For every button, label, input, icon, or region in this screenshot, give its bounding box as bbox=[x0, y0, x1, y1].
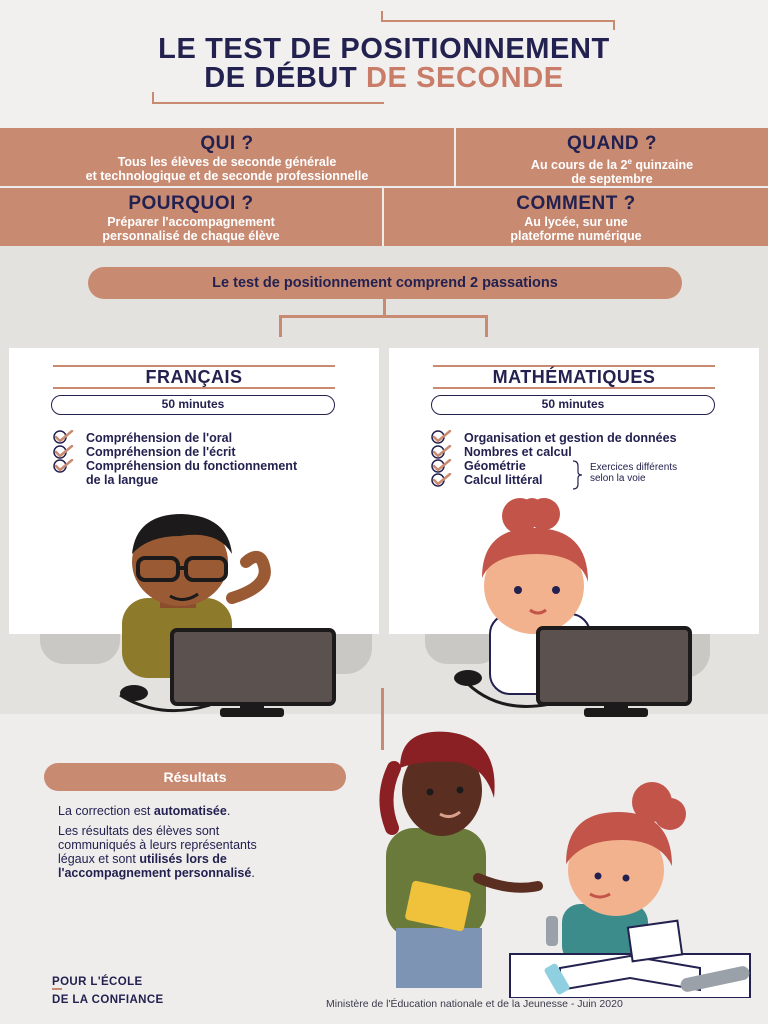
title-part-debut: DE DÉBUT bbox=[204, 62, 366, 94]
check-icon bbox=[52, 459, 74, 473]
check-icon bbox=[430, 430, 452, 444]
francais-item-langue: de la langue bbox=[86, 473, 159, 487]
comment-text-line2: plateforme numérique bbox=[510, 229, 642, 243]
title-part-seconde: DE SECONDE bbox=[365, 62, 564, 94]
check-icon bbox=[430, 445, 452, 459]
results-p1-bold: automatisée bbox=[153, 804, 227, 818]
check-icon bbox=[52, 445, 74, 459]
quand-text-b: quinzaine bbox=[631, 158, 694, 173]
maths-item-calcul-litteral: Calcul littéral bbox=[464, 473, 543, 487]
maths-duration: 50 minutes bbox=[431, 395, 715, 415]
comment-text-line1: Au lycée, sur une bbox=[524, 215, 628, 229]
title-bracket-top-end bbox=[613, 20, 615, 30]
connector-horizontal bbox=[279, 315, 488, 318]
title-bracket-top bbox=[381, 20, 613, 22]
results-pill: Résultats bbox=[44, 763, 346, 791]
results-p1-c: . bbox=[226, 804, 231, 818]
pourquoi-text-line1: Préparer l'accompagnement bbox=[107, 215, 275, 229]
results-p2-line3 bbox=[58, 852, 257, 866]
maths-note-line1: Exercices différents bbox=[590, 462, 678, 473]
check-icon bbox=[52, 430, 74, 444]
francais-title-line-bottom bbox=[53, 387, 335, 389]
results-p2-line4-end: . bbox=[251, 866, 255, 880]
quand-text-line2: de septembre bbox=[571, 172, 653, 187]
page-title-line2 bbox=[0, 62, 768, 94]
info-quand bbox=[456, 128, 768, 186]
pourquoi-text-line2: personnalisé de chaque élève bbox=[102, 229, 280, 243]
comment-heading: COMMENT ? bbox=[516, 193, 636, 214]
info-qui bbox=[0, 128, 454, 186]
student-girl-illustration bbox=[452, 498, 702, 722]
header bbox=[0, 0, 768, 128]
qui-text-line1: Tous les élèves de seconde générale bbox=[117, 155, 337, 169]
logo-line1: POUR L'ÉCOLE bbox=[52, 976, 143, 988]
pourquoi-heading: POURQUOI ? bbox=[128, 193, 254, 214]
results-p2-line1: Les résultats des élèves sont bbox=[58, 824, 220, 838]
logo-accent-line bbox=[52, 988, 62, 990]
francais-item-fonctionnement: Compréhension du fonctionnement bbox=[86, 459, 298, 473]
maths-note bbox=[590, 462, 677, 484]
info-comment bbox=[384, 188, 768, 246]
teacher-student-illustration bbox=[360, 728, 760, 998]
results-p1-a: La correction est bbox=[58, 804, 154, 818]
page-title-line1: LE TEST DE POSITIONNEMENT bbox=[158, 33, 610, 65]
results-p2-line4-bold: l'accompagnement personnalisé bbox=[58, 866, 252, 880]
qui-text-line2: et technologique et de seconde professionnelle bbox=[85, 169, 369, 183]
results-p2-line3-bold: utilisés lors de bbox=[139, 852, 227, 866]
results-paragraph-1 bbox=[58, 804, 230, 818]
quand-sup: e bbox=[627, 157, 632, 166]
results-paragraph-2 bbox=[58, 824, 257, 880]
francais-title: FRANÇAIS bbox=[145, 367, 243, 387]
results-p2-line2: communiqués à leurs représentants bbox=[58, 838, 257, 852]
francais-duration: 50 minutes bbox=[51, 395, 335, 415]
maths-item-donnees: Organisation et gestion de données bbox=[464, 431, 677, 445]
title-bracket-bottom bbox=[152, 102, 384, 104]
results-p2-line3-a: légaux et sont bbox=[58, 852, 140, 866]
maths-item-nombres: Nombres et calcul bbox=[464, 445, 572, 459]
quand-text-line1 bbox=[456, 155, 768, 172]
connector-left bbox=[279, 315, 282, 337]
credit-text: Ministère de l'Éducation nationale et de la Jeunesse - Juin 2020 bbox=[326, 998, 623, 1010]
passations-pill: Le test de positionnement comprend 2 passations bbox=[88, 267, 682, 299]
student-boy-illustration bbox=[100, 510, 340, 720]
quand-text-a: Au cours de la 2 bbox=[530, 158, 628, 173]
maths-item-geometrie: Géométrie bbox=[464, 459, 526, 473]
francais-item-ecrit: Compréhension de l'écrit bbox=[86, 445, 236, 459]
brace-icon bbox=[571, 460, 583, 490]
maths-title: MATHÉMATIQUES bbox=[492, 367, 656, 387]
maths-note-line2: selon la voie bbox=[590, 473, 646, 484]
francais-item-oral: Compréhension de l'oral bbox=[86, 431, 233, 445]
qui-heading: QUI ? bbox=[200, 133, 254, 154]
check-icon bbox=[430, 473, 452, 487]
quand-heading: QUAND ? bbox=[566, 133, 658, 154]
results-p2-line4 bbox=[58, 866, 257, 880]
connector-right bbox=[485, 315, 488, 337]
info-pourquoi bbox=[0, 188, 382, 246]
logo-line2: DE LA CONFIANCE bbox=[52, 994, 164, 1006]
logo-ecole-confiance bbox=[52, 975, 164, 1007]
maths-title-line-bottom bbox=[433, 387, 715, 389]
check-icon bbox=[430, 459, 452, 473]
